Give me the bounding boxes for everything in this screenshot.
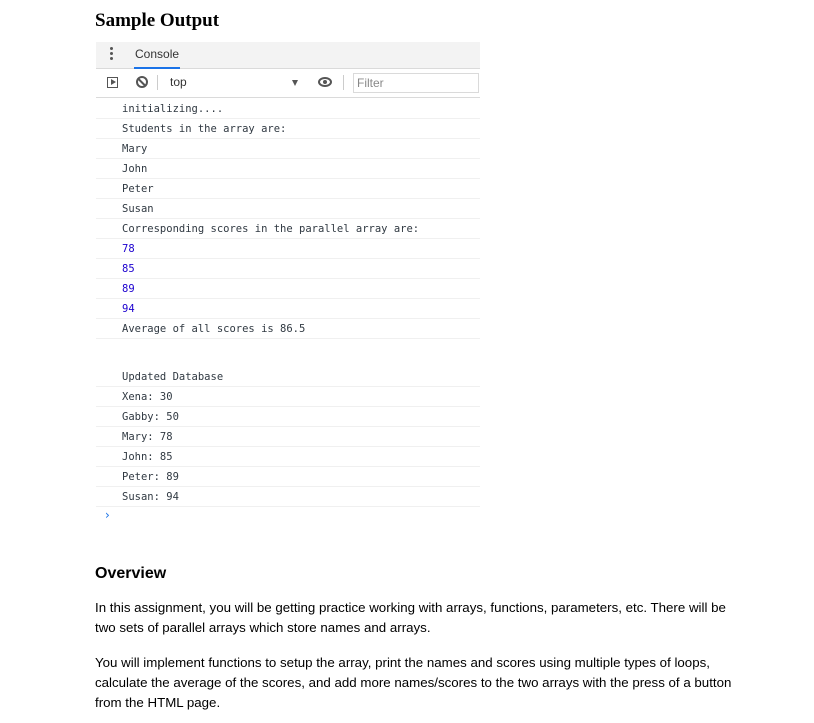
overview-paragraph: In this assignment, you will be getting practice working with arrays, functions, parameters, etc. There will be two sets of parallel arrays which store names and arrays. (95, 600, 726, 635)
more-options-icon[interactable] (110, 47, 114, 63)
console-log-line: Peter: 89 (96, 467, 480, 487)
console-log-line: Susan (96, 199, 480, 219)
overview-paragraph: You will implement functions to setup the array, print the names and scores using multiple types of loops, calculate the average of the scores, and add more names/scores to the two arrays with the press of a button from the HTML page. (95, 655, 732, 710)
console-log-line: Peter (96, 179, 480, 199)
console-prompt[interactable] (96, 507, 480, 525)
console-log-line: 78 (96, 239, 480, 259)
overview-heading: Overview (95, 565, 167, 582)
console-blank-line (96, 339, 480, 367)
live-expression-eye-icon[interactable] (318, 77, 332, 87)
console-toolbar (96, 69, 480, 98)
devtools-tab-bar (96, 42, 480, 69)
context-selector[interactable] (162, 69, 302, 96)
console-log-line: 94 (96, 299, 480, 319)
toolbar-divider (343, 75, 344, 90)
console-log-line: initializing.... (96, 98, 480, 119)
dropdown-arrow-icon (292, 80, 298, 86)
console-log-line: Susan: 94 (96, 487, 480, 507)
console-log-line: 85 (96, 259, 480, 279)
console-log-line: John (96, 159, 480, 179)
console-log-line: Mary (96, 139, 480, 159)
console-log-line: Xena: 30 (96, 387, 480, 407)
toolbar-divider (157, 75, 158, 90)
devtools-console-panel (96, 42, 480, 525)
console-log-line: Average of all scores is 86.5 (96, 319, 480, 339)
console-log-line: Gabby: 50 (96, 407, 480, 427)
console-log-line: 89 (96, 279, 480, 299)
console-log-line: Updated Database (96, 367, 480, 387)
sample-output-heading: Sample Output (95, 10, 220, 31)
console-log-line: Mary: 78 (96, 427, 480, 447)
prompt-chevron-icon: › (105, 508, 110, 522)
clear-console-icon[interactable] (136, 76, 148, 88)
filter-input[interactable] (353, 73, 479, 93)
console-log-line: Students in the array are: (96, 119, 480, 139)
show-sidebar-icon[interactable] (107, 77, 118, 88)
tab-console[interactable]: Console (134, 42, 180, 69)
console-log-line: Corresponding scores in the parallel array are: (96, 219, 480, 239)
console-log-list (96, 98, 480, 507)
context-value: top (170, 75, 187, 89)
console-log-line: John: 85 (96, 447, 480, 467)
